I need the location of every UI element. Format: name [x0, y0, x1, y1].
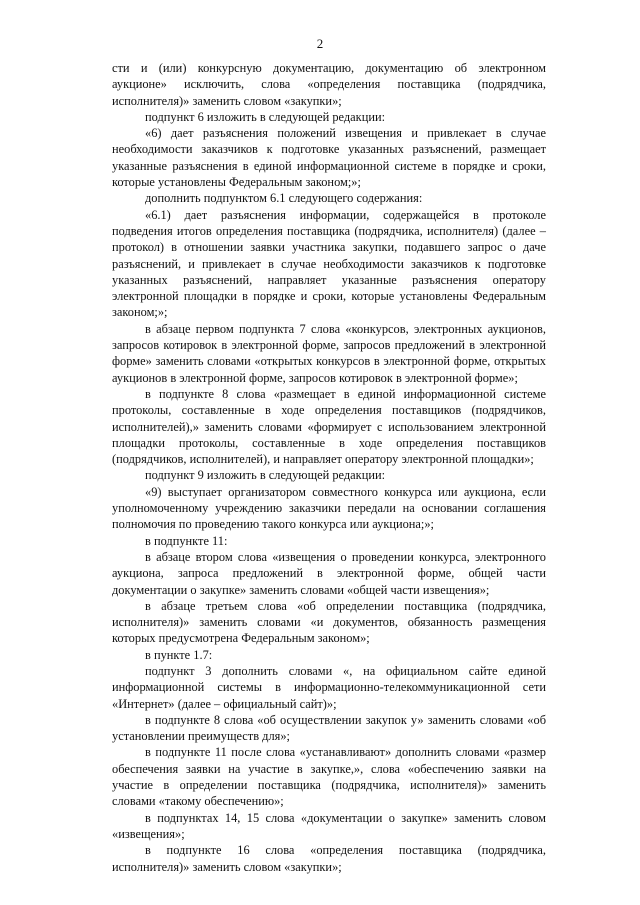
paragraph: в абзаце первом подпункта 7 слова «конкурсов, электронных аукционов, запросов котировок в электронной форме, запросов предложений в электронной форме» заменить словами «открытых конкурсов в электронной форме, открытых аукционов в электронной форме, запросов котировок в электронной форме»;: [112, 321, 546, 385]
paragraph: в пункте 1.7:: [145, 647, 213, 662]
paragraph: «6) дает разъяснения положений извещения и привлекает в случае необходимости заказчиков к подготовке указанных разъяснений, размещает указанные разъяснения в единой информационной системе в порядке и сроки, которые установлены Федеральным законом;»;: [112, 126, 546, 190]
paragraph: в подпункте 8 слова «об осуществлении закупок у» заменить словами «об установлении преимуществ для»;: [112, 712, 546, 744]
paragraph: в подпункте 11 после слова «устанавливают» дополнить словами «размер обеспечения заявки на участие в закупке,», слова «обеспечению заявки на участие в определении поставщика (подрядчика, исполнителя)» заменить словами «такому обеспечению»;: [112, 745, 546, 809]
paragraph: дополнить подпунктом 6.1 следующего содержания:: [145, 191, 423, 206]
paragraph: «6.1) дает разъяснения информации, содержащейся в протоколе подведения итогов определения поставщика (подрядчика, исполнителя) (далее – протокол) в отношении заявки участника закупки, подавшего запрос о даче разъяснений, и привлекает в случае необходимости заказчиков к подготовке указанных разъяснений, направляет указанные разъяснения оператору электронной площадки в порядке и сроки, которые установлены Федеральным законом;»;: [112, 207, 546, 320]
paragraph: в подпункте 8 слова «размещает в единой информационной системе протоколы, составленные в ходе определения поставщиков (подрядчиков, исполнителей),» заменить словами «формирует с использованием электронной площадки протоколы, составленные в ходе определения поставщиков (подрядчиков, исполнителей), и направляет оператору электронной площадки»;: [112, 386, 546, 467]
paragraph: в подпункте 16 слова «определения поставщика (подрядчика, исполнителя)» заменить словом «закупки»;: [112, 843, 546, 874]
paragraph: в подпункте 11:: [145, 533, 228, 548]
paragraph: в абзаце третьем слова «об определении поставщика (подрядчика, исполнителя)» заменить словами «и документов, обязанность размещения которых предусмотрена Федеральным законом»;: [112, 598, 546, 646]
paragraph: подпункт 9 изложить в следующей редакции:: [145, 468, 386, 483]
paragraph: подпункт 6 изложить в следующей редакции:: [145, 109, 386, 124]
paragraph: «9) выступает организатором совместного конкурса или аукциона, если уполномоченному учреждению заказчики передали на основании соглашения полномочия по проведению такого конкурса или аукциона;»;: [112, 484, 546, 532]
document-body: [112, 60, 546, 875]
paragraph: в подпунктах 14, 15 слова «документации о закупке» заменить словом «извещения»;: [112, 810, 546, 841]
paragraph: сти и (или) конкурсную документацию, документацию об электронном аукционе» исключить, слова «определения поставщика (подрядчика, исполнителя)» заменить словом «закупки»;: [112, 61, 546, 108]
paragraph: в абзаце втором слова «извещения о проведении конкурса, электронного аукциона, запроса предложений в электронной форме, общей части документации о закупке» заменить словами «общей части извещения»;: [112, 549, 546, 597]
paragraph: подпункт 3 дополнить словами «, на официальном сайте единой информационной системы в информационно-телекоммуникационной сети «Интернет» (далее – официальный сайт)»;: [112, 663, 546, 711]
page-number: 2: [316, 36, 324, 51]
